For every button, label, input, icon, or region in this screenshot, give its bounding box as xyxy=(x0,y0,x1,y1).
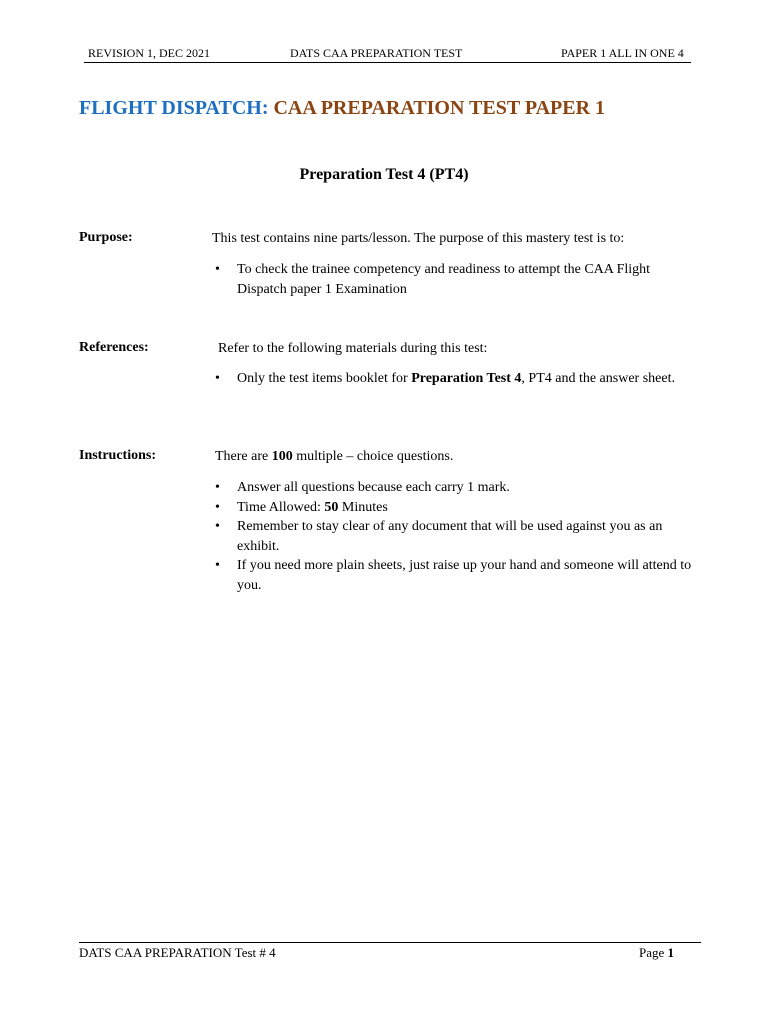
instructions-bullet-documents: • Remember to stay clear of any document that will be used against you as an exhibit. xyxy=(215,517,700,556)
purpose-bullet: • To check the trainee competency and readiness to attempt the CAA Flight Dispatch paper 1 Examination xyxy=(215,260,695,299)
references-list xyxy=(215,369,685,389)
instructions-label: Instructions: xyxy=(79,448,157,463)
instructions-intro-pre: There are xyxy=(215,449,272,464)
footer-page-number: 1 xyxy=(667,945,675,960)
header-revision: REVISION 1, DEC 2021 xyxy=(88,46,210,60)
footer-page xyxy=(639,945,674,961)
references-bullet-bold: Preparation Test 4 xyxy=(411,371,522,386)
time-allowed-pre: Time Allowed: xyxy=(237,499,325,515)
document-title xyxy=(79,97,605,120)
purpose-label: Purpose: xyxy=(79,230,133,245)
header-paper: PAPER 1 ALL IN ONE 4 xyxy=(561,46,684,60)
purpose-list xyxy=(215,260,695,299)
references-bullet-pre: Only the test items booklet for xyxy=(237,371,412,386)
footer-test-name: DATS CAA PREPARATION Test # 4 xyxy=(79,945,276,960)
references-label: References: xyxy=(79,340,149,355)
instructions-bullet-time xyxy=(215,498,700,518)
footer-page-label: Page xyxy=(639,945,668,960)
footer-rule xyxy=(79,942,701,943)
purpose-intro: This test contains nine parts/lesson. The purpose of this mastery test is to: xyxy=(212,231,625,246)
time-allowed-value: 50 xyxy=(324,499,339,515)
instructions-intro xyxy=(215,447,695,467)
references-bullet xyxy=(215,369,685,389)
instructions-bullet-marks: • Answer all questions because each carry 1 mark. xyxy=(215,478,700,498)
instructions-question-count: 100 xyxy=(271,449,293,464)
title-caa-test: CAA PREPARATION TEST PAPER 1 xyxy=(273,97,606,119)
document-subtitle: Preparation Test 4 (PT4) xyxy=(299,166,469,183)
header-rule xyxy=(84,62,691,63)
instructions-intro-post: multiple – choice questions. xyxy=(292,449,454,464)
references-bullet-post: , PT4 and the answer sheet. xyxy=(521,371,675,386)
time-allowed-post: Minutes xyxy=(338,499,388,515)
references-intro: Refer to the following materials during this test: xyxy=(218,341,488,356)
header-test-name: DATS CAA PREPARATION TEST xyxy=(290,46,463,60)
instructions-list xyxy=(215,478,700,595)
title-flight-dispatch: FLIGHT DISPATCH: xyxy=(79,97,274,119)
instructions-bullet-sheets: • If you need more plain sheets, just raise up your hand and someone will attend to you. xyxy=(215,556,700,595)
